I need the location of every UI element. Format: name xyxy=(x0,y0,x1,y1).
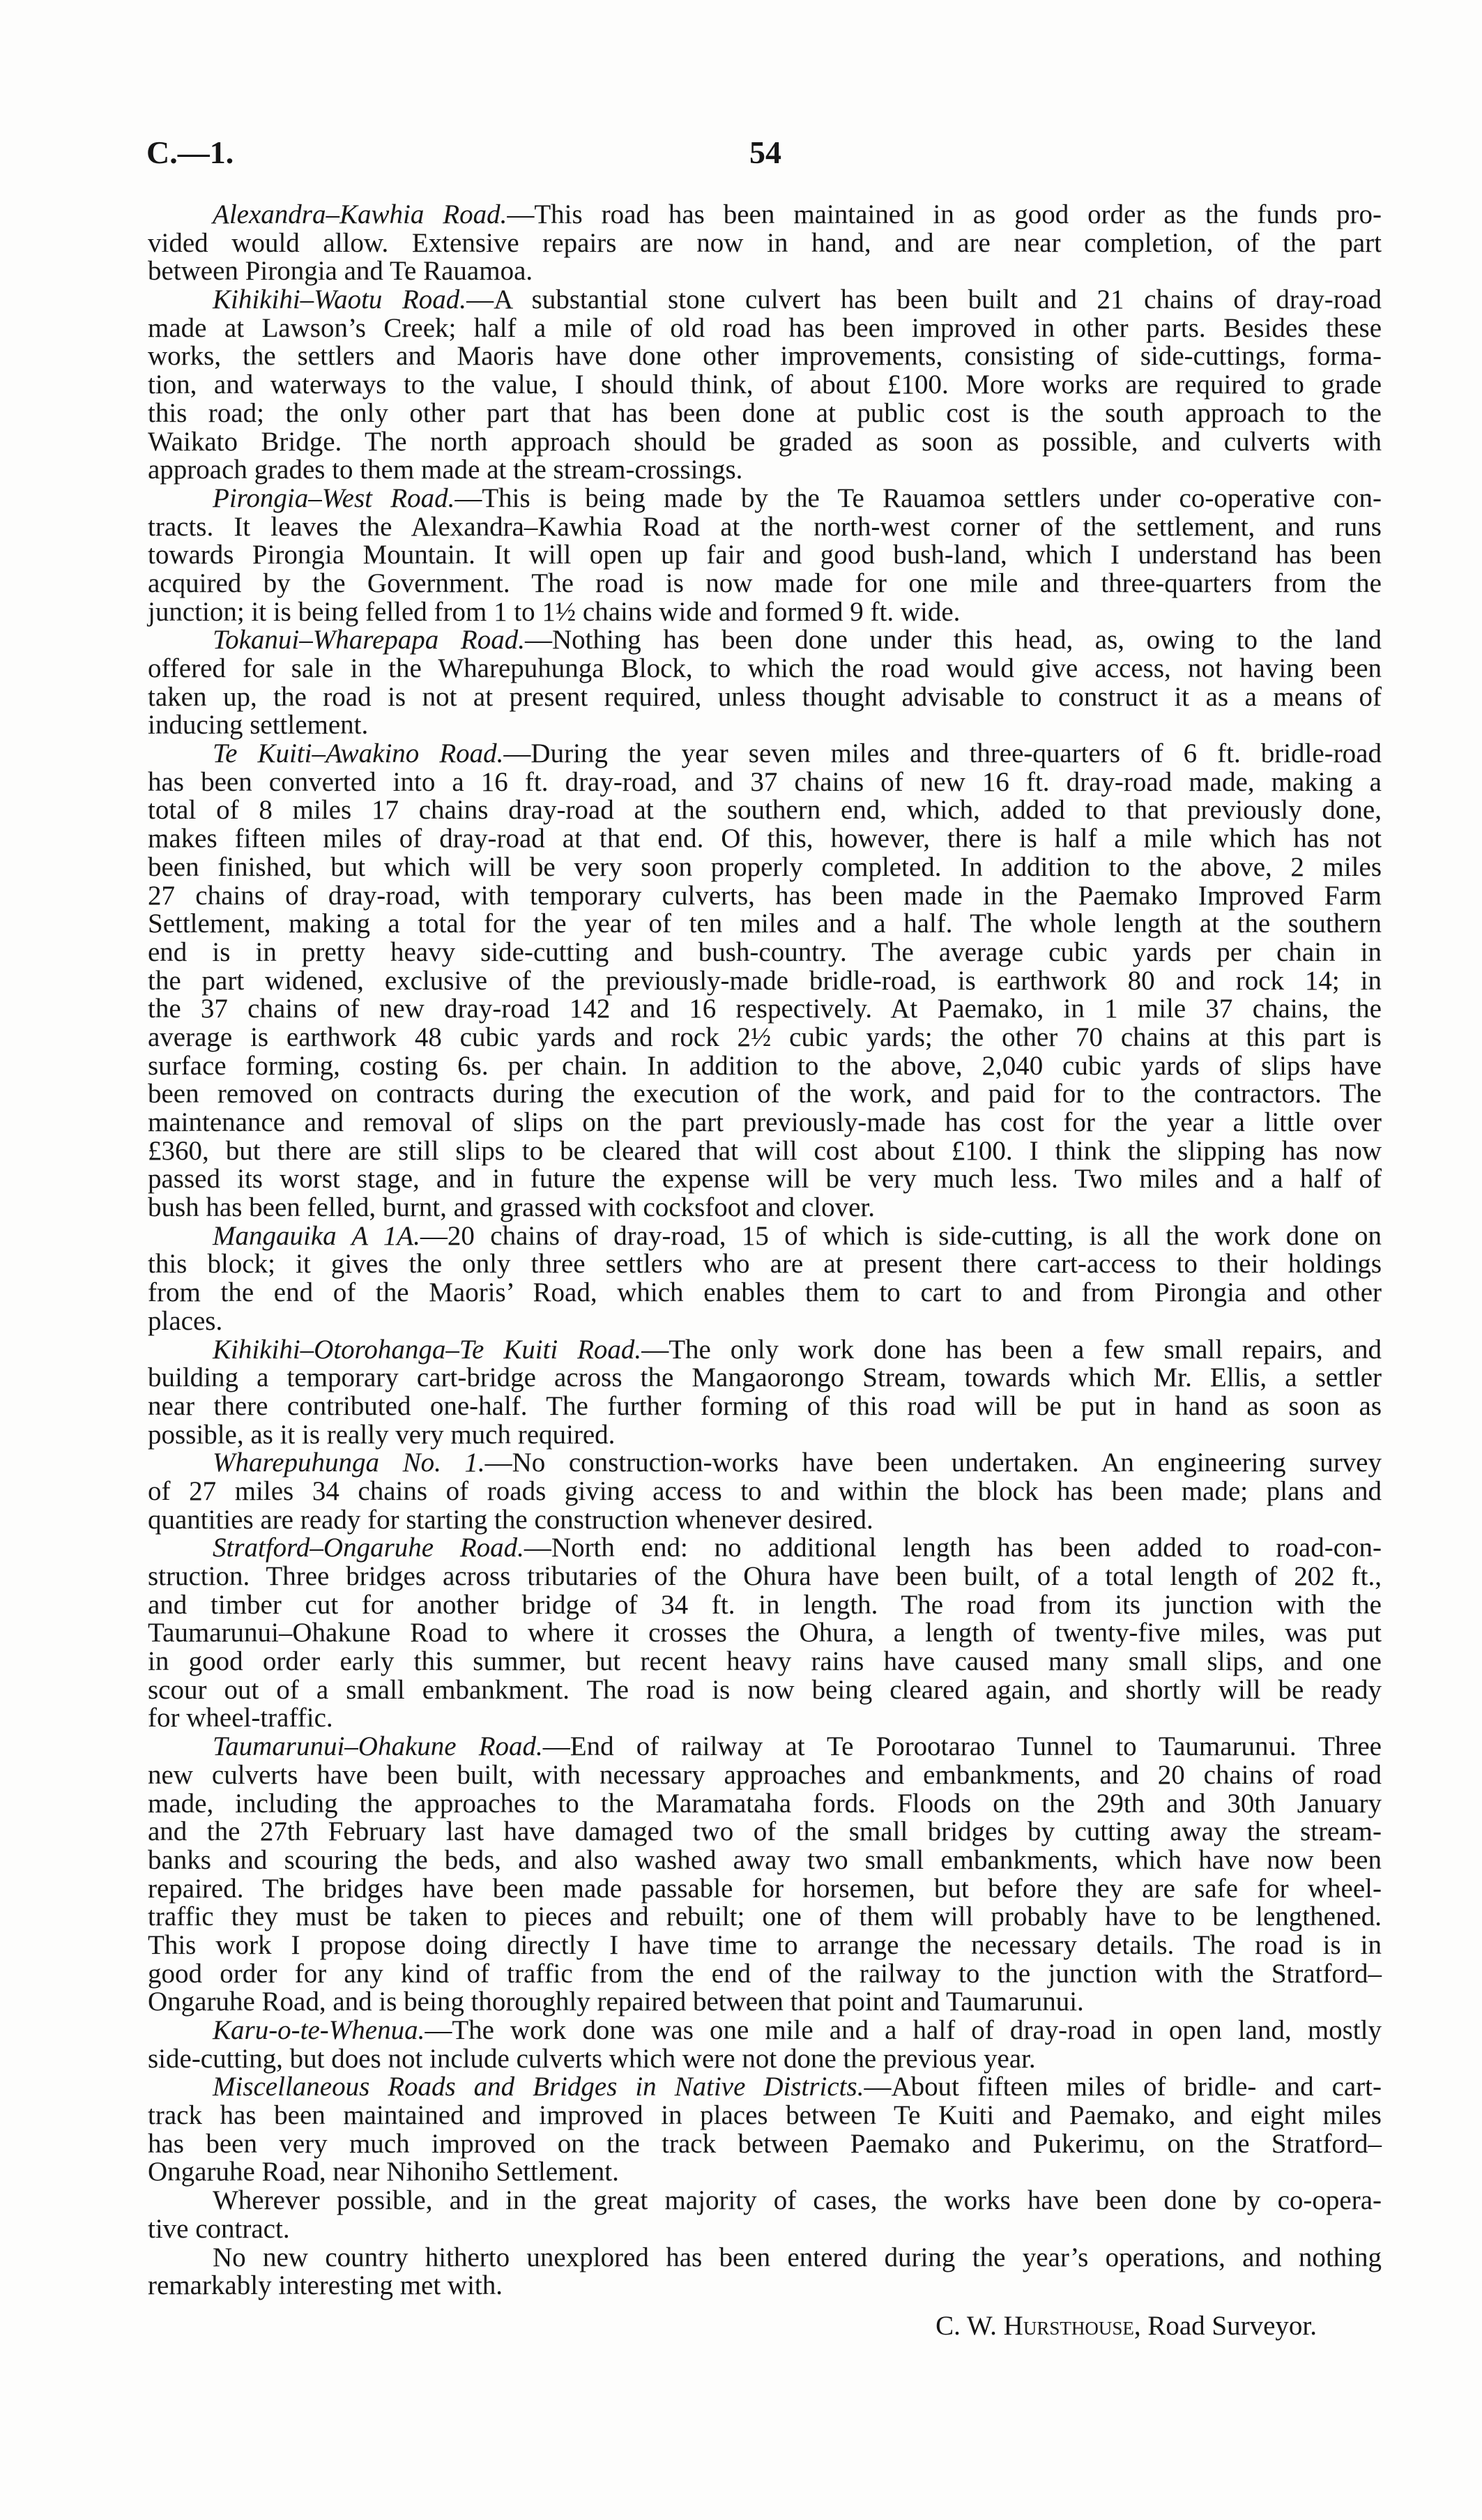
line-text: acquired by the Government. The road is now made for one mile and three-quarters from the xyxy=(148,568,1382,598)
section-heading: Mangauika A 1A. xyxy=(213,1220,420,1251)
paragraph xyxy=(148,626,1382,740)
line-text: building a temporary cart-bridge across the Mangaorongo Stream, towards which Mr. Ellis, a settler xyxy=(148,1363,1382,1393)
text-line xyxy=(148,229,1382,258)
text-line xyxy=(148,882,1382,911)
text-line xyxy=(148,1704,1382,1733)
line-text: and timber cut for another bridge of 34 ft. in length. The road from its junction with the xyxy=(148,1589,1382,1620)
section-heading: Alexandra–Kawhia Road. xyxy=(213,199,507,229)
text-line xyxy=(148,936,1382,967)
paragraph xyxy=(148,740,1382,1222)
line-text: towards Pirongia Mountain. It will open up fair and good bush-land, which I understand has been xyxy=(148,540,1382,570)
paragraph xyxy=(148,485,1382,626)
text-line xyxy=(148,1222,1382,1251)
series-code: C.—1. xyxy=(146,135,234,170)
text-line xyxy=(148,541,1382,570)
text-line xyxy=(148,257,1382,286)
text-line xyxy=(148,314,1382,343)
text-line xyxy=(148,456,1382,485)
line-text: bush has been felled, burnt, and grassed with cocksfoot and clover. xyxy=(148,1192,875,1223)
text-line xyxy=(148,513,1382,542)
text-line xyxy=(148,570,1382,598)
text-line xyxy=(148,2272,1382,2300)
text-line xyxy=(148,1790,1382,1819)
line-text: —This is being made by the Te Rauamoa settlers under co-operative con- xyxy=(454,483,1382,513)
line-text: —During the year seven miles and three-quarters of 6 ft. bridle-road xyxy=(503,738,1382,769)
paragraph xyxy=(148,2187,1382,2243)
line-text: works, the settlers and Maoris have done other improvements, consisting of side-cuttings, forma- xyxy=(148,341,1382,372)
line-text: No new country hitherto unexplored has been entered during the year’s operations, and nothing xyxy=(213,2242,1382,2272)
line-text: possible, as it is really very much required. xyxy=(148,1419,616,1450)
text-line xyxy=(148,201,1382,229)
section-heading: Karu-o-te-Whenua. xyxy=(213,2015,425,2045)
line-text: Ongaruhe Road, near Nihoniho Settlement. xyxy=(148,2157,619,2187)
section-heading: Kihikihi–Otorohanga–Te Kuiti Road. xyxy=(213,1334,642,1365)
text-line xyxy=(148,2102,1382,2130)
text-line xyxy=(148,1392,1382,1421)
text-line xyxy=(148,2244,1382,2272)
line-text: has been very much improved on the track between Paemako and Pukerimu, on the Stratford– xyxy=(148,2128,1382,2159)
text-line xyxy=(148,1875,1382,1904)
section-heading: Kihikihi–Waotu Road. xyxy=(213,284,467,315)
text-line xyxy=(148,1080,1382,1109)
line-text: —Nothing has been done under this head, as, owing to the land xyxy=(524,625,1382,655)
paragraph xyxy=(148,1336,1382,1450)
line-text: tive contract. xyxy=(148,2213,290,2244)
text-line xyxy=(148,485,1382,513)
text-line xyxy=(148,1307,1382,1336)
section-heading: Tokanui–Wharepapa Road. xyxy=(213,625,525,655)
text-line xyxy=(148,397,1382,428)
text-line xyxy=(148,1960,1382,1989)
line-text: Waikato Bridge. The north approach should be graded as soon as possible, and culverts with xyxy=(148,426,1382,457)
text-line xyxy=(148,853,1382,882)
body-text xyxy=(148,201,1382,2300)
paragraph xyxy=(148,1534,1382,1733)
line-text: this block; it gives the only three settlers who are at present there cart-access to their holdings xyxy=(148,1249,1382,1280)
signature xyxy=(148,2312,1317,2341)
text-line xyxy=(148,1648,1382,1676)
text-line xyxy=(148,1846,1382,1875)
text-line xyxy=(148,711,1382,740)
line-text: maintenance and removal of slips on the part previously-made has cost for the year a little over xyxy=(148,1107,1382,1137)
text-line xyxy=(148,1988,1382,2017)
text-line xyxy=(148,2130,1382,2159)
line-text: the 37 chains of new dray-road 142 and 16 respectively. At Paemako, in 1 mile 37 chains, the xyxy=(148,994,1382,1024)
line-text: new culverts have been built, with necessary approaches and embankments, and 20 chains of road xyxy=(148,1759,1382,1790)
section-heading: Te Kuiti–Awakino Road. xyxy=(213,738,504,769)
line-text: places. xyxy=(148,1305,223,1336)
text-line xyxy=(148,825,1382,853)
text-line xyxy=(148,1109,1382,1137)
text-line xyxy=(148,1534,1382,1563)
text-line xyxy=(148,1733,1382,1761)
line-text: and the 27th February last have damaged two of the small bridges by cutting away the stream- xyxy=(148,1816,1382,1847)
line-text: quantities are ready for starting the construction whenever desired. xyxy=(148,1504,873,1535)
line-text: made, including the approaches to the Maramataha fords. Floods on the 29th and 30th January xyxy=(148,1788,1382,1819)
text-line xyxy=(148,2073,1382,2102)
line-text: the part widened, exclusive of the previously-made bridle-road, is earthwork 80 and rock 14; in xyxy=(148,965,1382,996)
signature-surname: Hursthouse, xyxy=(1003,2311,1141,2341)
text-line xyxy=(148,2017,1382,2045)
text-line xyxy=(148,1475,1382,1506)
paragraph xyxy=(148,286,1382,485)
text-line xyxy=(148,1591,1382,1620)
text-line xyxy=(148,428,1382,457)
text-line xyxy=(148,768,1382,797)
text-line xyxy=(148,1364,1382,1392)
text-line xyxy=(148,1676,1382,1705)
line-text: Settlement, making a total for the year of ten miles and a half. The whole length at the southern xyxy=(148,909,1382,939)
line-text: near there contributed one-half. The further forming of this road will be put in hand as soon as xyxy=(148,1390,1382,1421)
line-text: for wheel-traffic. xyxy=(148,1703,333,1733)
line-text: This work I propose doing directly I have time to arrange the necessary details. The road is in xyxy=(148,1929,1382,1960)
text-line xyxy=(148,1449,1382,1478)
line-text: passed its worst stage, and in future the expense will be very much less. Two miles and a half of xyxy=(148,1164,1382,1194)
paragraph xyxy=(148,2073,1382,2187)
text-line xyxy=(148,1421,1382,1450)
signature-role: Road Surveyor. xyxy=(1147,2311,1317,2341)
line-text: been removed on contracts during the execution of the work, and paid for to the contractors. The xyxy=(148,1079,1382,1109)
text-line xyxy=(148,796,1382,825)
line-text: remarkably interesting met with. xyxy=(148,2270,503,2301)
paragraph xyxy=(148,1222,1382,1336)
line-text: been finished, but which will be very soon properly completed. In addition to the above, 2 miles xyxy=(148,851,1382,882)
text-line xyxy=(148,1279,1382,1307)
text-line xyxy=(148,1761,1382,1790)
text-line xyxy=(148,683,1382,712)
line-text: repaired. The bridges have been made passable for horsemen, but before they are safe for wheel- xyxy=(148,1873,1382,1904)
text-line xyxy=(148,1619,1382,1648)
paragraph xyxy=(148,201,1382,286)
line-text: —The work done was one mile and a half of dray-road in open land, mostly xyxy=(425,2015,1382,2045)
text-line xyxy=(148,910,1382,939)
section-heading: Stratford–Ongaruhe Road. xyxy=(213,1533,524,1563)
text-line xyxy=(148,286,1382,314)
line-text: —The only work done has been a few small repairs, and xyxy=(641,1334,1382,1365)
line-text: junction; it is being felled from 1 to 1½ chains wide and formed 9 ft. wide. xyxy=(148,596,961,627)
text-line xyxy=(148,371,1382,400)
line-text: taken up, the road is not at present required, unless thought advisable to construct it as a means of xyxy=(148,681,1382,712)
line-text: surface forming, costing 6s. per chain. In addition to the above, 2,040 cubic yards of slips have xyxy=(148,1050,1382,1081)
line-text: tion, and waterways to the value, I should think, of about £100. More works are required to grade xyxy=(148,370,1382,400)
section-heading: Taumarunui–Ohakune Road. xyxy=(213,1731,543,1762)
text-line xyxy=(148,1137,1382,1166)
text-line xyxy=(148,740,1382,768)
line-text: this road; the only other part that has been done at public cost is the south approach to the xyxy=(148,397,1382,428)
line-text: —A substantial stone culvert has been built and 21 chains of dray-road xyxy=(466,284,1382,315)
line-text: Taumarunui–Ohakune Road to where it crosses the Ohura, a length of twenty-five miles, was put xyxy=(148,1618,1382,1648)
text-line xyxy=(148,1250,1382,1279)
text-line xyxy=(148,626,1382,655)
text-line xyxy=(148,1024,1382,1052)
text-line xyxy=(148,995,1382,1024)
text-line xyxy=(148,342,1382,371)
line-text: —No construction-works have been undertaken. An engineering survey xyxy=(484,1448,1382,1478)
paragraph xyxy=(148,1733,1382,2017)
section-heading: Miscellaneous Roads and Bridges in Native Districts. xyxy=(213,2072,864,2102)
text-line xyxy=(148,2045,1382,2074)
line-text: from the end of the Maoris’ Road, which enables them to cart to and from Pirongia and other xyxy=(148,1277,1382,1308)
line-text: traffic they must be taken to pieces and rebuilt; one of them will probably have to be lengthened. xyxy=(148,1902,1382,1932)
page-number: 54 xyxy=(749,135,781,170)
text-line xyxy=(148,1336,1382,1365)
line-text: makes fifteen miles of dray-road at that end. Of this, however, there is half a mile which has not xyxy=(148,823,1382,854)
line-text: made at Lawson’s Creek; half a mile of old road has been improved in other parts. Besides these xyxy=(148,312,1382,343)
signature-initials: C. W. xyxy=(935,2311,997,2341)
line-text: banks and scouring the beds, and also washed away two small embankments, which have now been xyxy=(148,1844,1382,1875)
section-heading: Pirongia–West Road. xyxy=(213,483,455,513)
text-line xyxy=(148,1165,1382,1194)
text-line xyxy=(148,1563,1382,1591)
line-text: total of 8 miles 17 chains dray-road at the southern end, which, added to that previously done, xyxy=(148,795,1382,826)
text-line xyxy=(148,1506,1382,1535)
text-line xyxy=(148,1052,1382,1081)
text-line xyxy=(148,967,1382,996)
text-line xyxy=(148,1931,1382,1960)
line-text: average is earthwork 48 cubic yards and rock 2½ cubic yards; the other 70 chains at this part is xyxy=(148,1022,1382,1052)
line-text: Ongaruhe Road, and is being thoroughly repaired between that point and Taumarunui. xyxy=(148,1987,1084,2017)
line-text: track has been maintained and improved in places between Te Kuiti and Paemako, and eight miles xyxy=(148,2100,1382,2131)
text-line xyxy=(148,2215,1382,2244)
line-text: side-cutting, but does not include culverts which were not done the previous year. xyxy=(148,2043,1036,2074)
line-text: vided would allow. Extensive repairs are now in hand, and are near completion, of the part xyxy=(148,227,1382,258)
line-text: tracts. It leaves the Alexandra–Kawhia Road at the north-west corner of the settlement, and runs xyxy=(148,511,1382,542)
line-text: 27 chains of dray-road, with temporary culverts, has been made in the Paemako Improved Farm xyxy=(148,880,1382,911)
line-text: Wherever possible, and in the great majority of cases, the works have been done by co-opera- xyxy=(213,2185,1382,2216)
section-heading: Wharepuhunga No. 1. xyxy=(213,1448,485,1478)
text-line xyxy=(148,2158,1382,2187)
line-text: has been converted into a 16 ft. dray-road, and 37 chains of new 16 ft. dray-road made, making a xyxy=(148,766,1382,797)
text-line xyxy=(148,598,1382,627)
line-text: in good order early this summer, but recent heavy rains have caused many small slips, and one xyxy=(148,1646,1382,1677)
paragraph xyxy=(148,2017,1382,2073)
line-text: end is in pretty heavy side-cutting and bush-country. The average cubic yards per chain in xyxy=(148,936,1382,967)
text-line xyxy=(148,1903,1382,1931)
line-text: £360, but there are still slips to be cleared that will cost about £100. I think the slipping has now xyxy=(148,1135,1382,1166)
text-line xyxy=(148,2187,1382,2215)
text-line xyxy=(148,1818,1382,1846)
line-text: inducing settlement. xyxy=(148,710,369,741)
line-text: —North end: no additional length has been added to road-con- xyxy=(524,1533,1382,1563)
line-text: good order for any kind of traffic from the end of the railway to the junction with the Stratford– xyxy=(148,1958,1382,1989)
line-text: offered for sale in the Wharepuhunga Block, to which the road would give access, not having been xyxy=(148,653,1382,683)
paragraph xyxy=(148,2244,1382,2300)
line-text: scour out of a small embankment. The road is now being cleared again, and shortly will be ready xyxy=(148,1674,1382,1705)
line-text: —End of railway at Te Porootarao Tunnel to Taumarunui. Three xyxy=(542,1731,1382,1762)
line-text: of 27 miles 34 chains of roads giving access to and within the block has been made; plans and xyxy=(148,1475,1382,1506)
line-text: struction. Three bridges across tributaries of the Ohura have been built, of a total length of 202 ft., xyxy=(148,1561,1382,1591)
text-line xyxy=(148,655,1382,683)
line-text: between Pirongia and Te Rauamoa. xyxy=(148,256,533,287)
line-text: —About fifteen miles of bridle- and cart- xyxy=(864,2072,1382,2102)
text-line xyxy=(148,1194,1382,1222)
paragraph xyxy=(148,1449,1382,1534)
line-text: approach grades to them made at the stream-crossings. xyxy=(148,455,743,485)
line-text: —20 chains of dray-road, 15 of which is side-cutting, is all the work done on xyxy=(420,1220,1382,1251)
line-text: —This road has been maintained in as good order as the funds pro- xyxy=(507,199,1382,229)
